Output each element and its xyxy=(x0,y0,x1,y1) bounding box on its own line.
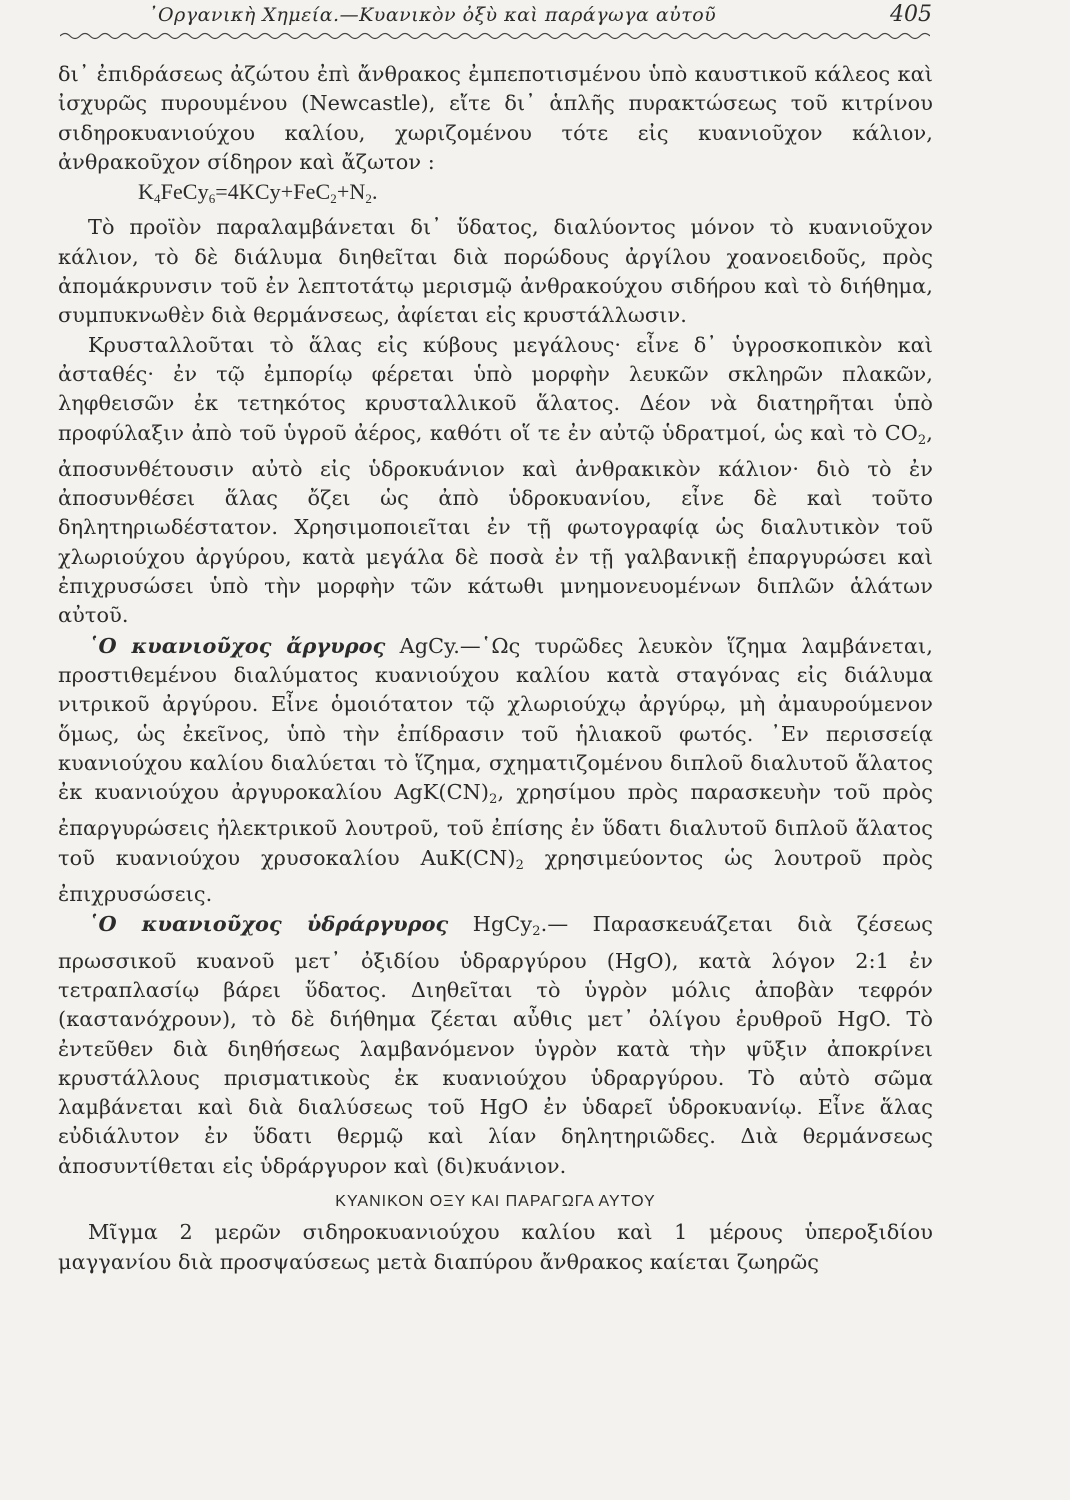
paragraph-newcastle: δι᾽ ἐπιδράσεως ἀζώτου ἐπὶ ἄνθρακος ἐμπεποτισμένου ὑπὸ καυστικοῦ κάλεος καὶ ἰσχυρῶς πυρουμένου (Newcastle), εἴτε δι᾽ ἁπλῆς πυρακτώσεως τοῦ κιτρίνου σιδηροκυανιούχου καλίου, χωριζομένου τότε εἰς κυανιοῦχον κάλιον, ἀνθρακοῦχον σίδηρον καὶ ἄζωτον : xyxy=(58,62,933,174)
page-body xyxy=(58,60,933,1277)
chemical-equation: $K_4FeCy_6=4KCy+FeC_2+N_2$. xyxy=(138,179,378,207)
page-header xyxy=(60,0,930,34)
section-heading: ΚΥΑΝΙΚΟΝ ΟΞΥ ΚΑΙ ΠΑΡΑΓΩΓΑ ΑΥΤΟΥ xyxy=(335,1192,656,1210)
page-number: 405 xyxy=(890,2,932,27)
silver-cyanide-heading: ῾Ο κυανιοῦχος ἄργυρος xyxy=(88,632,386,658)
paragraph-cyanic-acid: Μῖγμα 2 μερῶν σιδηροκυανιούχου καλίου καὶ 1 μέρους ὑπεροξιδίου μαγγανίου διὰ προσψαύσεως μετὰ διαπύρου ἄνθρακος καίεται ζωηρῶς xyxy=(58,1220,933,1274)
paragraph-crystallization: Κρυσταλλοῦται τὸ ἅλας εἰς κύβους μεγάλους· εἶνε δ᾽ ὑγροσκοπικὸν καὶ ἀσταθές· ἐν τῷ ἐμπορίῳ φέρεται ὑπὸ μορφὴν λευκῶν σκληρῶν πλακῶν, ληφθεισῶν ἐκ τετηκότος κρυσταλλικοῦ ἅλατος. Δέον νὰ διατηρῆται ὑπὸ προφύλαξιν ἀπὸ τοῦ ὑγροῦ ἀέρος, καθότι οἵ τε ἐν αὐτῷ ὑδρατμοί, ὡς καὶ τὸ $CO_2$, ἀποσυνθέτουσιν αὐτὸ εἰς ὑδροκυάνιον καὶ ἀνθρακικὸν κάλιον· διὸ τὸ ἐν ἀποσυνθέσει ἅλας ὄζει ὡς ἀπὸ ὑδροκυανίου, εἶνε δὲ καὶ τοῦτο δηλητηριωδέστατον. Χρησιμοποιεῖται ἐν τῇ φωτογραφίᾳ ὡς διαλυτικὸν τοῦ χλωριούχου ἀργύρου, κατὰ μεγάλα δὲ ποσὰ ἐν τῇ γαλβανικῇ ἐπαργυρώσει καὶ ἐπιχρυσώσει ὑπὸ τὴν μορφὴν τῶν κάτωθι μνημονευομένων διπλῶν ἁλάτων αὐτοῦ. xyxy=(58,332,933,628)
paragraph-silver-cyanide: ῾Ο κυανιοῦχος ἄργυρος AgCy.—῾Ως τυρῶδες λευκὸν ἵζημα λαμβάνεται, προστιθεμένου διαλύματος κυανιούχου καλίου κατὰ σταγόνας εἰς διάλυμα νιτρικοῦ ἀργύρου. Εἶνε ὁμοιότατον τῷ χλωριούχῳ ἀργύρῳ, μὴ ἀμαυρούμενον ὅμως, ὡς ἐκεῖνος, ὑπὸ τὴν ἐπίδρασιν τοῦ ἡλιακοῦ φωτός. ᾽Εν περισσείᾳ κυανιούχου καλίου διαλύεται τὸ ἵζημα, σχηματιζομένου διπλοῦ διαλυτοῦ ἅλατος ἐκ κυανιούχου ἀργυροκαλίου $AgK(CN)_2$, χρησίμου πρὸς παρασκευὴν τοῦ πρὸς ἐπαργυρώσεις ἠλεκτρικοῦ λουτροῦ, τοῦ ἐπίσης ἐν ὕδατι διαλυτοῦ διπλοῦ ἅλατος τοῦ κυανιούχου χρυσοκαλίου $AuK(CN)_2$ χρησιμεύοντος ὡς λουτροῦ πρὸς ἐπιχρυσώσεις. xyxy=(58,632,934,907)
paragraph-product: Τὸ προϊὸν παραλαμβάνεται δι᾽ ὕδατος, διαλύοντος μόνον τὸ κυανιοῦχον κάλιον, τὸ δὲ διάλυμα διηθεῖται διὰ πορώδους ἀργίλου χοανοειδοῦς, πρὸς ἀπομάκρυνσιν τοῦ ἐν λεπτοτάτῳ μερισμῷ ἀνθρακούχου σιδήρου καὶ τὸ διήθημα, συμπυκνωθὲν διὰ θερμάνσεως, ἀφίεται εἰς κρυστάλλωσιν. xyxy=(58,215,933,328)
running-title: ᾽Οργανικὴ Χημεία.—Κυανικὸν ὀξὺ καὶ παράγωγα αὐτοῦ xyxy=(148,4,717,26)
mercury-cyanide-heading: ῾Ο κυανιοῦχος ὑδράργυρος xyxy=(88,911,449,937)
paragraph-mercury-cyanide: ῾Ο κυανιοῦχος ὑδράργυρος HgCy$_2$.— Παρασκευάζεται διὰ ζέσεως πρωσσικοῦ κυανοῦ μετ᾽ ὀξιδίου ὑδραργύρου (HgO), κατὰ λόγον 2:1 ἐν τετραπλασίῳ βάρει ὕδατος. Διηθεῖται τὸ ὑγρὸν μόλις ἀποβὰν τεφρόν (καστανόχρουν), τὸ δὲ διήθημα ζέεται αὖθις μετ᾽ ὀλίγου ἐρυθροῦ HgO. Τὸ ἐντεῦθεν διὰ διηθήσεως λαμβανόμενον ὑγρὸν κατὰ τὴν ψῦξιν ἀποκρίνει κρυστάλλους πρισματικοὺς ἐκ κυανιούχου ὑδραργύρου. Τὸ αὐτὸ σῶμα λαμβάνεται καὶ διὰ διαλύσεως τοῦ HgO ἐν ὑδαρεῖ ὑδροκυανίῳ. Εἶνε ἅλας εὐδιάλυτον ἐν ὕδατι θερμῷ καὶ λίαν δηλητηριῶδες. Διὰ θερμάνσεως ἀποσυντίθεται εἰς ὑδράργυρον καὶ (δι)κυάνιον. xyxy=(58,911,933,1178)
header-wavy-rule xyxy=(60,30,930,42)
